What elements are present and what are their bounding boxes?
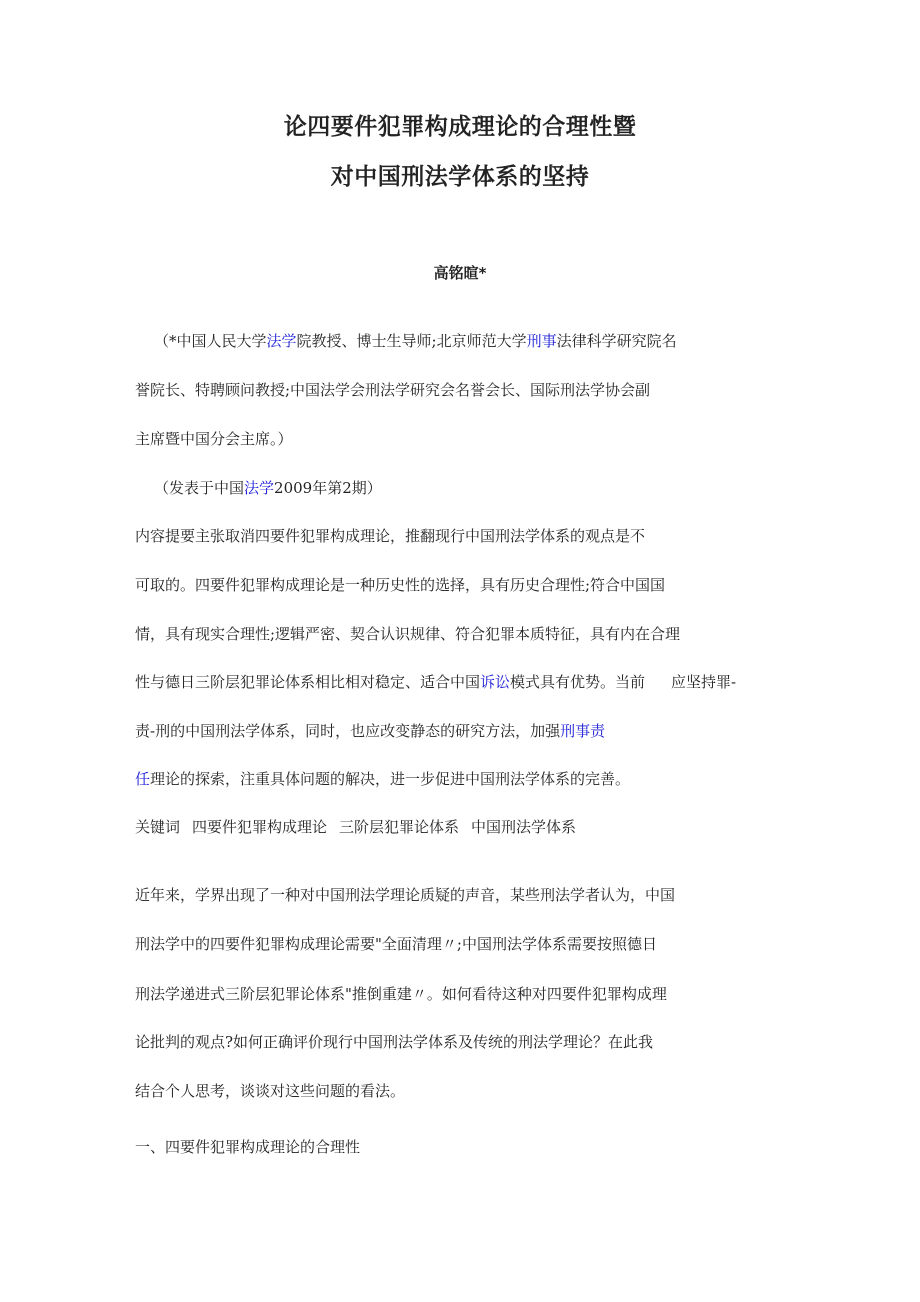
link-xingshizeren[interactable]: 刑事责 bbox=[560, 722, 606, 740]
abstract-text: 理论的探索，注重具体问题的解决，进一步促进中国刑法学体系的完善。 bbox=[150, 770, 631, 788]
body-line-2: 刑法学中的四要件犯罪构成理论需要"全面清理〃;中国刑法学体系需要按照德日 bbox=[135, 935, 657, 953]
affiliation-text: 院教授、博士生导师;北京师范大学 bbox=[296, 332, 527, 350]
publication-text: （发表于中国 bbox=[154, 479, 245, 497]
author-name: 高铭暄* bbox=[433, 264, 487, 282]
link-xingshi[interactable]: 刑事 bbox=[526, 332, 557, 350]
abstract-text: 应坚持罪- bbox=[671, 673, 737, 691]
affiliation-line-3: 主席暨中国分会主席。） bbox=[135, 430, 293, 448]
affiliation-text: 法律科学研究院名 bbox=[556, 332, 677, 350]
body-line-1: 近年来，学界出现了一种对中国刑法学理论质疑的声音，某些刑法学者认为，中国 bbox=[135, 886, 676, 904]
link-ren[interactable]: 任 bbox=[135, 770, 151, 788]
affiliation-line-2: 誉院长、特聘顾问教授;中国法学会刑法学研究会名誉会长、国际刑法学协会副 bbox=[135, 381, 651, 399]
keyword: 三阶层犯罪论体系 bbox=[339, 818, 460, 836]
keyword: 四要件犯罪构成理论 bbox=[192, 818, 328, 836]
publication-info bbox=[154, 478, 382, 498]
abstract-line-4 bbox=[135, 672, 736, 692]
link-faxue-journal[interactable]: 法学 bbox=[244, 479, 275, 497]
section-heading-1: 一、四要件犯罪构成理论的合理性 bbox=[135, 1138, 361, 1156]
body-line-4: 论批判的观点?如何正确评价现行中国刑法学体系及传统的刑法学理论？在此我 bbox=[135, 1033, 654, 1051]
keyword: 中国刑法学体系 bbox=[471, 818, 577, 836]
abstract-line-1: 内容提要主张取消四要件犯罪构成理论，推翻现行中国刑法学体系的观点是不 bbox=[135, 527, 646, 545]
abstract-line-6 bbox=[135, 769, 630, 789]
body-line-3: 刑法学递进式三阶层犯罪论体系"推倒重建〃。如何看待这种对四要件犯罪构成理 bbox=[135, 985, 667, 1003]
publication-text: 2009年第2期） bbox=[274, 479, 382, 497]
keywords-label: 关键词 bbox=[135, 818, 181, 836]
abstract-line-5 bbox=[135, 721, 605, 741]
abstract-text: 性与德日三阶层犯罪论体系相比相对稳定、适合中国 bbox=[135, 673, 481, 691]
link-faxue[interactable]: 法学 bbox=[266, 332, 297, 350]
link-susong[interactable]: 诉讼 bbox=[480, 673, 511, 691]
abstract-text: 模式具有优势。当前 bbox=[510, 673, 646, 691]
affiliation-line-1 bbox=[154, 331, 677, 351]
affiliation-text: （*中国人民大学 bbox=[154, 332, 267, 350]
title-line-1: 论四要件犯罪构成理论的合理性暨 bbox=[283, 114, 637, 140]
body-line-5: 结合个人思考，谈谈对这些问题的看法。 bbox=[135, 1082, 406, 1100]
keywords bbox=[135, 817, 576, 837]
abstract-line-2: 可取的。四要件犯罪构成理论是一种历史性的选择，具有历史合理性;符合中国国 bbox=[135, 576, 666, 594]
title-line-2: 对中国刑法学体系的坚持 bbox=[330, 164, 590, 190]
abstract-line-3: 情，具有现实合理性;逻辑严密、契合认识规律、符合犯罪本质特征，具有内在合理 bbox=[135, 625, 681, 643]
abstract-text: 责-刑的中国刑法学体系，同时，也应改变静态的研究方法，加强 bbox=[135, 722, 561, 740]
